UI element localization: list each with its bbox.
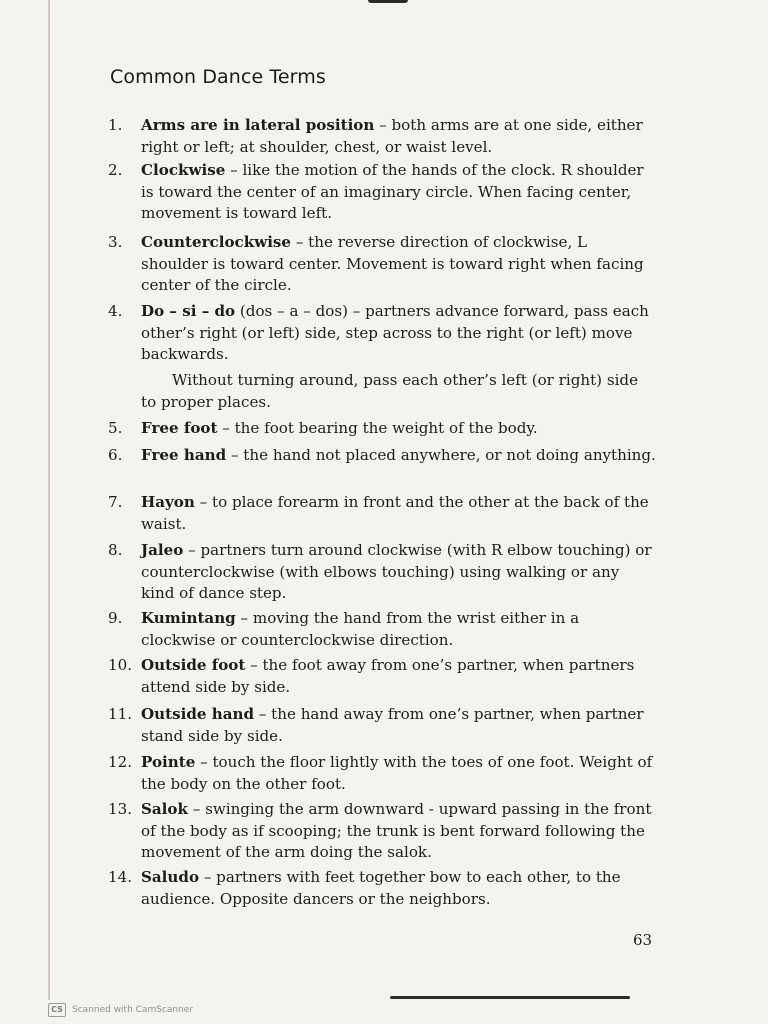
term-number: 3. bbox=[108, 233, 123, 251]
scanner-watermark bbox=[48, 1003, 193, 1017]
term-name: Counterclockwise bbox=[141, 233, 292, 251]
term-name: Do – si – do bbox=[141, 302, 236, 320]
camscanner-logo-icon: CS bbox=[48, 1003, 66, 1017]
term-number: 13. bbox=[108, 800, 133, 818]
watermark-text: Scanned with CamScanner bbox=[72, 1005, 194, 1015]
term-item bbox=[108, 301, 656, 366]
page-number: 63 bbox=[633, 931, 653, 949]
term-number: 14. bbox=[108, 868, 133, 886]
term-number: 2. bbox=[108, 161, 123, 179]
page-title: Common Dance Terms bbox=[110, 66, 326, 88]
term-definition: – partners with feet together bow to each other, to the audience. Opposite dancers or the neighbors. bbox=[141, 868, 621, 908]
term-name: Salok bbox=[141, 800, 188, 818]
term-name: Outside hand bbox=[141, 705, 255, 723]
scan-mark-top bbox=[368, 0, 408, 3]
term-definition: – swinging the arm downward - upward passing in the front of the body as if scooping; the trunk is bent forward following the movement of the arm doing the salok. bbox=[141, 800, 652, 861]
term-number: 12. bbox=[108, 753, 133, 771]
scan-mark-bottom bbox=[390, 996, 630, 999]
term-number: 7. bbox=[108, 493, 123, 511]
term-definition: – the reverse direction of clockwise, L shoulder is toward center. Movement is toward right when facing center of the circle. bbox=[141, 233, 644, 294]
term-definition: – touch the floor lightly with the toes of one foot. Weight of the body on the other foot. bbox=[141, 753, 653, 793]
term-item bbox=[108, 492, 656, 535]
term-number: 9. bbox=[108, 609, 123, 627]
term-item bbox=[108, 752, 656, 795]
term-name: Kumintang bbox=[141, 609, 236, 627]
term-definition: – to place forearm in front and the other at the back of the waist. bbox=[141, 493, 649, 533]
term-definition: – both arms are at one side, either right or left; at shoulder, chest, or waist level. bbox=[141, 116, 643, 156]
term-item bbox=[108, 655, 656, 698]
term-number: 5. bbox=[108, 419, 123, 437]
term-item bbox=[108, 867, 656, 910]
term-definition: – like the motion of the hands of the clock. R shoulder is toward the center of an imaginary circle. When facing center, movement is toward left. bbox=[141, 161, 644, 222]
do-si-do-note: Without turning around, pass each other’s left (or right) side to proper places. bbox=[141, 371, 639, 411]
term-item bbox=[108, 445, 656, 467]
term-item bbox=[108, 799, 656, 864]
term-definition: – the foot away from one’s partner, when partners attend side by side. bbox=[141, 656, 635, 696]
term-number: 10. bbox=[108, 656, 133, 674]
term-name: Free foot bbox=[141, 419, 218, 437]
term-number: 6. bbox=[108, 446, 123, 464]
term-item bbox=[108, 540, 656, 605]
term-name: Pointe bbox=[141, 753, 196, 771]
term-name: Clockwise bbox=[141, 161, 226, 179]
term-number: 11. bbox=[108, 705, 133, 723]
term-item bbox=[108, 418, 656, 440]
term-name: Free hand bbox=[141, 446, 227, 464]
term-definition: – the hand away from one’s partner, when partner stand side by side. bbox=[141, 705, 644, 745]
term-name: Saludo bbox=[141, 868, 200, 886]
term-definition: – partners turn around clockwise (with R elbow touching) or counterclockwise (with elbows touching) using walking or any kind of dance step. bbox=[141, 541, 652, 602]
page-edge bbox=[48, 0, 50, 1000]
term-name: Arms are in lateral position bbox=[141, 116, 375, 134]
term-number: 4. bbox=[108, 302, 123, 320]
term-definition: (dos – a – dos) – partners advance forward, pass each other’s right (or left) side, step across to the right (or left) move backwards. bbox=[141, 302, 649, 363]
term-item bbox=[108, 160, 656, 225]
term-definition: – the hand not placed anywhere, or not doing anything. bbox=[226, 446, 656, 464]
term-item bbox=[108, 704, 656, 747]
term-name: Hayon bbox=[141, 493, 195, 511]
term-item bbox=[108, 115, 656, 158]
term-definition: – the foot bearing the weight of the body. bbox=[217, 419, 538, 437]
term-number: 1. bbox=[108, 116, 123, 134]
term-item bbox=[108, 232, 656, 297]
term-definition: – moving the hand from the wrist either in a clockwise or counterclockwise direction. bbox=[141, 609, 580, 649]
term-name: Jaleo bbox=[141, 541, 184, 559]
term-name: Outside foot bbox=[141, 656, 246, 674]
term-item bbox=[108, 608, 656, 651]
term-number: 8. bbox=[108, 541, 123, 559]
